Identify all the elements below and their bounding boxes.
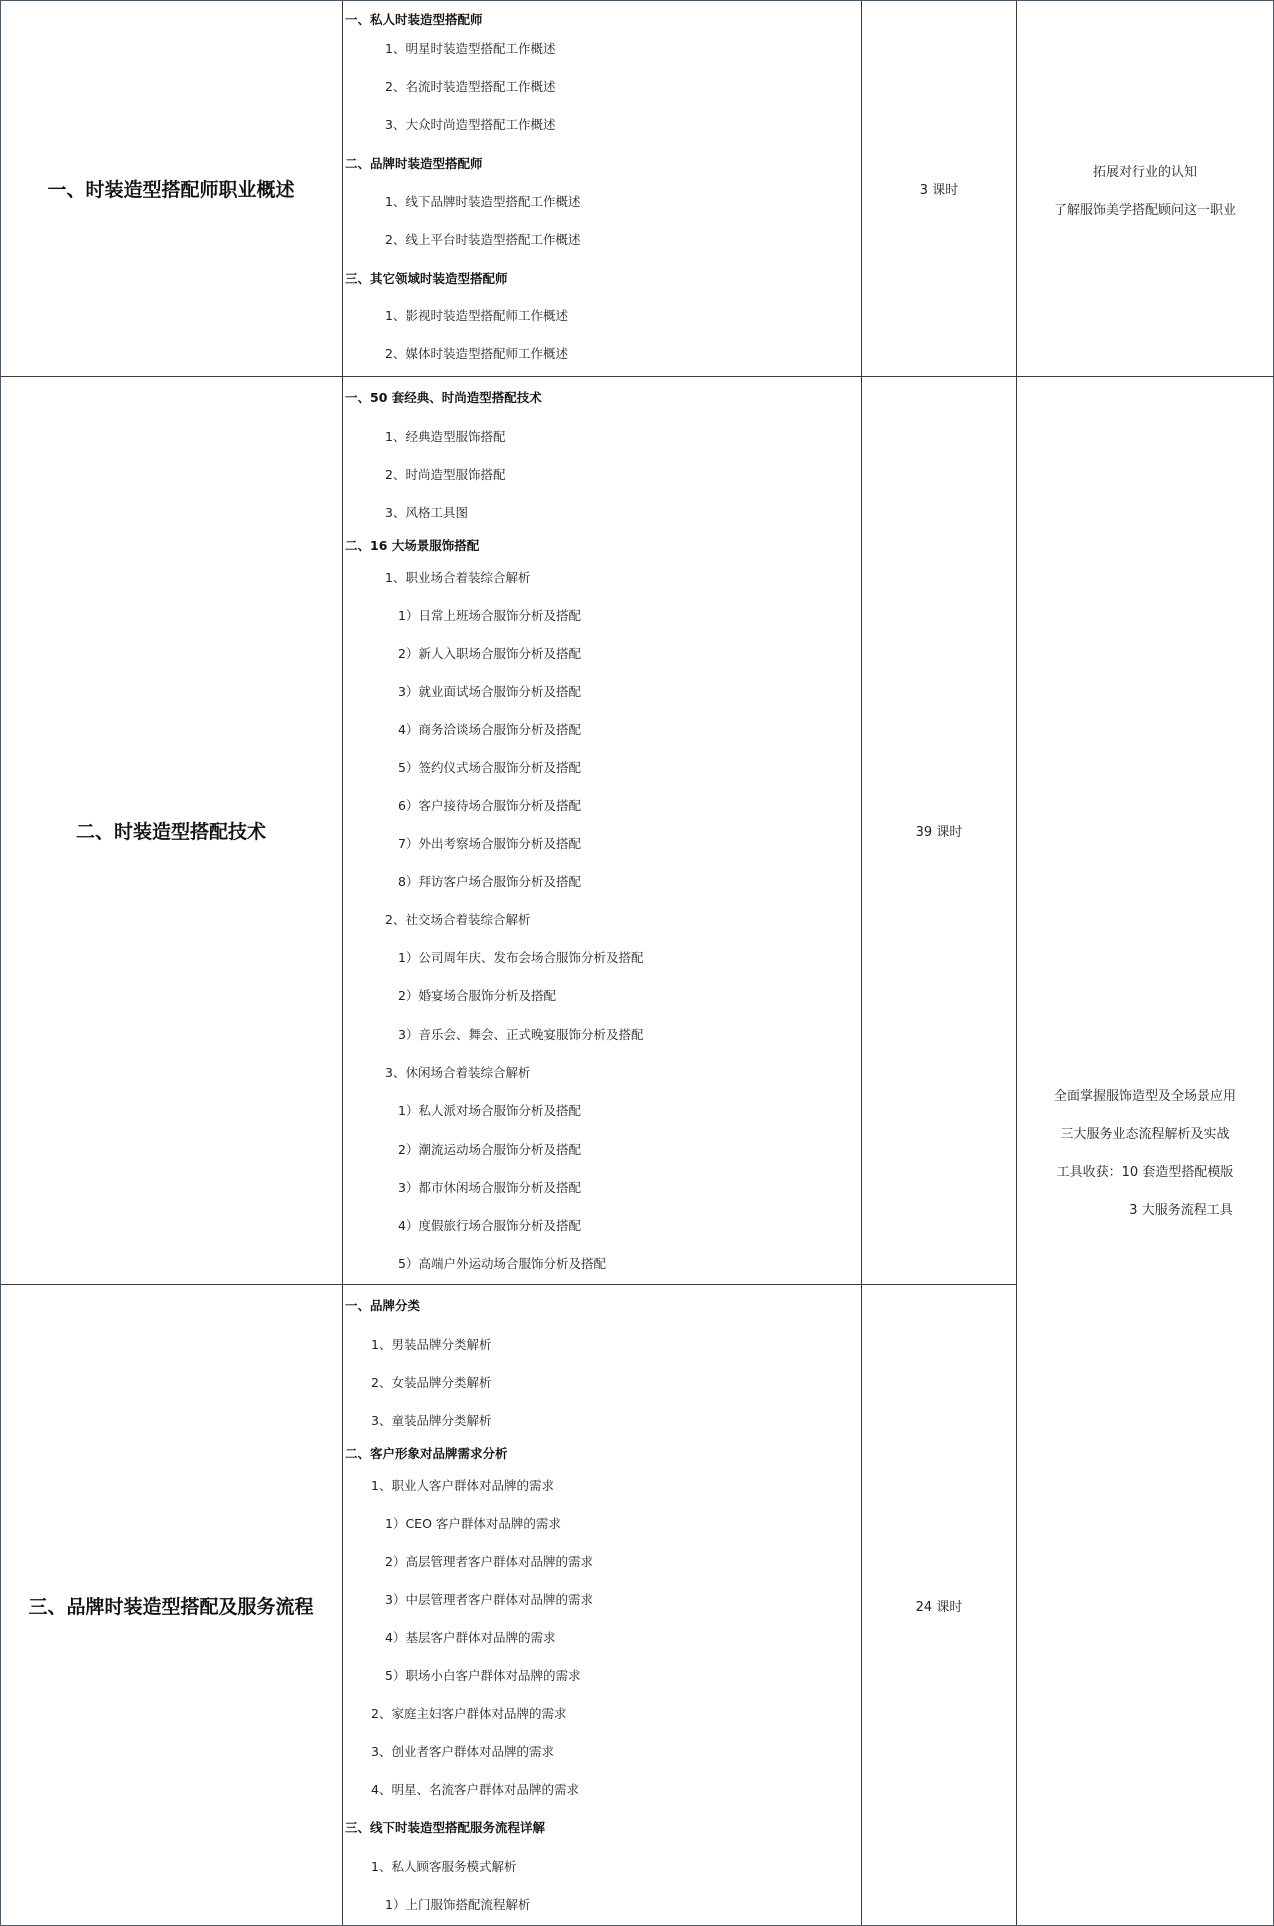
section-heading: 三、线下时装造型搭配服务流程详解 [345, 1820, 546, 1835]
section-heading: 一、私人时装造型搭配师 [345, 12, 483, 27]
subtopic-item: 4）基层客户群体对品牌的需求 [385, 1630, 556, 1645]
module-title: 二、时装造型搭配技术 [75, 821, 266, 843]
topic-item: 2、时尚造型服饰搭配 [385, 467, 506, 482]
module-title: 三、品牌时装造型搭配及服务流程 [28, 1595, 314, 1618]
subtopic-item: 6）客户接待场合服饰分析及搭配 [398, 798, 581, 813]
subtopic-item: 5）高端户外运动场合服饰分析及搭配 [398, 1256, 606, 1271]
subtopic-item: 2）新人入职场合服饰分析及搭配 [398, 646, 581, 661]
topic-item: 3、大众时尚造型搭配工作概述 [385, 117, 556, 132]
topic-item: 3、童装品牌分类解析 [371, 1413, 492, 1428]
subtopic-item: 1）公司周年庆、发布会场合服饰分析及搭配 [398, 950, 644, 965]
topic-item: 2、媒体时装造型搭配师工作概述 [385, 346, 568, 361]
module-title: 一、时装造型搭配师职业概述 [47, 179, 295, 201]
subtopic-item: 1）上门服饰搭配流程解析 [385, 1897, 531, 1912]
subtopic-item: 2）高层管理者客户群体对品牌的需求 [385, 1554, 593, 1569]
subtopic-item: 3）都市休闲场合服饰分析及搭配 [398, 1180, 581, 1195]
topic-item: 1、职业人客户群体对品牌的需求 [371, 1478, 554, 1493]
goal-line: 3 大服务流程工具 [1129, 1203, 1233, 1218]
subtopic-item: 5）签约仪式场合服饰分析及搭配 [398, 760, 581, 775]
section-heading: 一、50 套经典、时尚造型搭配技术 [345, 390, 542, 405]
subtopic-item: 3）就业面试场合服饰分析及搭配 [398, 684, 581, 699]
module-hours: 3 课时 [919, 183, 959, 198]
topic-item: 2、线上平台时装造型搭配工作概述 [385, 232, 581, 247]
subtopic-item: 1）私人派对场合服饰分析及搭配 [398, 1103, 581, 1118]
topic-item: 1、经典造型服饰搭配 [385, 429, 506, 444]
subtopic-item: 2）潮流运动场合服饰分析及搭配 [398, 1142, 581, 1157]
topic-item: 3、休闲场合着装综合解析 [385, 1065, 531, 1080]
topic-item: 2、名流时装造型搭配工作概述 [385, 79, 556, 94]
topic-item: 3、风格工具图 [385, 505, 468, 520]
subtopic-item: 2）婚宴场合服饰分析及搭配 [398, 988, 556, 1003]
topic-item: 2、社交场合着装综合解析 [385, 912, 531, 927]
topic-item: 1、明星时装造型搭配工作概述 [385, 41, 556, 56]
section-heading: 一、品牌分类 [345, 1298, 421, 1313]
goal-line: 全面掌握服饰造型及全场景应用 [1053, 1089, 1236, 1104]
module-hours: 24 课时 [915, 1599, 963, 1615]
topic-item: 1、男装品牌分类解析 [371, 1337, 492, 1352]
section-heading: 二、16 大场景服饰搭配 [345, 538, 480, 553]
topic-item: 4、明星、名流客户群体对品牌的需求 [371, 1782, 579, 1797]
subtopic-item: 8）拜访客户场合服饰分析及搭配 [398, 874, 581, 889]
module-goals [1017, 1, 1273, 376]
subtopic-item: 5）职场小白客户群体对品牌的需求 [385, 1668, 581, 1683]
topic-item: 2、家庭主妇客户群体对品牌的需求 [371, 1706, 567, 1721]
section-heading: 二、品牌时装造型搭配师 [345, 156, 483, 171]
subtopic-item: 1）日常上班场合服饰分析及搭配 [398, 608, 581, 623]
goal-line: 拓展对行业的认知 [1092, 165, 1197, 180]
topic-item: 1、线下品牌时装造型搭配工作概述 [385, 194, 581, 209]
subtopic-item: 3）音乐会、舞会、正式晚宴服饰分析及搭配 [398, 1027, 644, 1042]
subtopic-item: 7）外出考察场合服饰分析及搭配 [398, 836, 581, 851]
topic-item: 1、影视时装造型搭配师工作概述 [385, 308, 568, 323]
goal-line: 工具收获：10 套造型搭配模版 [1056, 1165, 1234, 1180]
goal-line: 三大服务业态流程解析及实战 [1060, 1127, 1230, 1142]
topic-item: 1、职业场合着装综合解析 [385, 570, 531, 585]
goal-line: 了解服饰美学搭配顾问这一职业 [1053, 203, 1236, 218]
topic-item: 2、女装品牌分类解析 [371, 1375, 492, 1390]
subtopic-item: 4）商务洽谈场合服饰分析及搭配 [398, 722, 581, 737]
subtopic-item: 3）中层管理者客户群体对品牌的需求 [385, 1592, 593, 1607]
column-divider [342, 1, 343, 1925]
module-hours: 39 课时 [915, 825, 963, 840]
topic-item: 1、私人顾客服务模式解析 [371, 1859, 517, 1874]
subtopic-item: 4）度假旅行场合服饰分析及搭配 [398, 1218, 581, 1233]
section-heading: 二、客户形象对品牌需求分析 [345, 1446, 508, 1461]
section-heading: 三、其它领域时装造型搭配师 [345, 271, 508, 286]
topic-item: 3、创业者客户群体对品牌的需求 [371, 1744, 554, 1759]
subtopic-item: 1）CEO 客户群体对品牌的需求 [385, 1516, 561, 1531]
module-goals [1017, 377, 1273, 1925]
